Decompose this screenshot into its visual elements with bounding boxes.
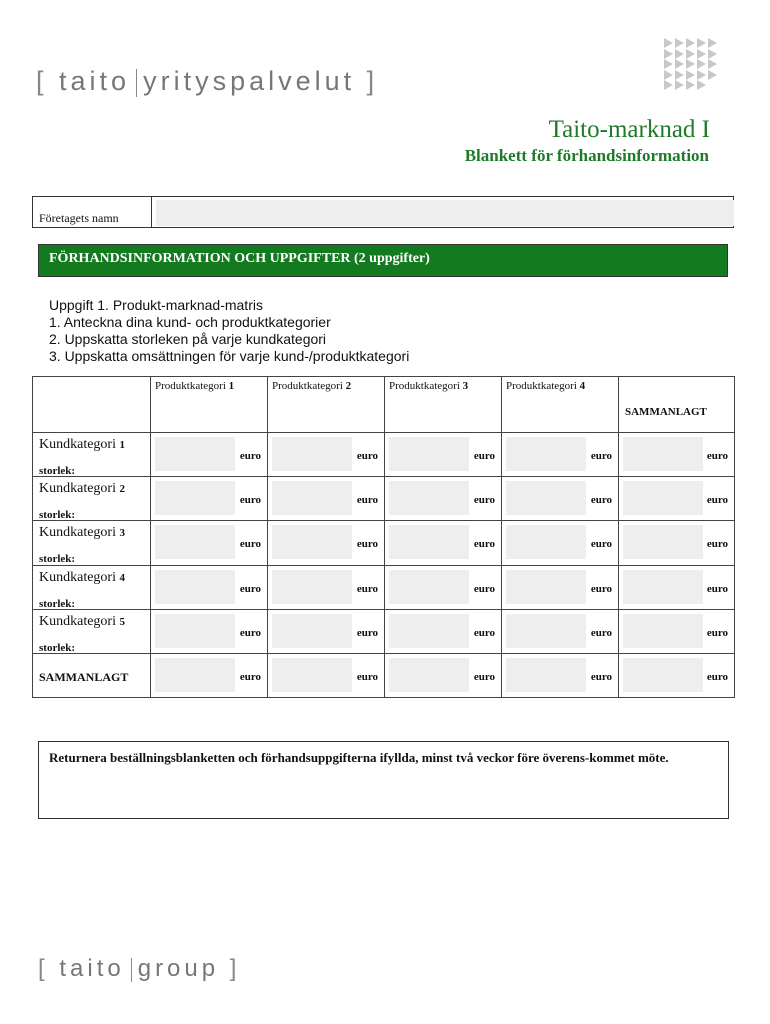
value-cell: euro — [268, 433, 385, 477]
size-label: storlek: — [39, 597, 76, 610]
value-cell: euro — [385, 521, 502, 565]
triangle-mark — [664, 59, 673, 69]
value-cell: euro — [502, 477, 619, 521]
task-step: 1. Anteckna dina kund- och produktkategorier — [49, 314, 331, 330]
value-cell: euro — [385, 565, 502, 609]
triangle-mark — [675, 59, 684, 69]
row-header: Kundkategori 1 storlek: — [33, 433, 151, 477]
matrix-header-row — [33, 377, 735, 433]
size-label: storlek: — [39, 465, 76, 478]
revenue-input[interactable] — [506, 614, 586, 648]
total-cell: euro — [619, 477, 735, 521]
logo-word-taito: taito — [59, 955, 125, 982]
value-cell: euro — [151, 565, 268, 609]
revenue-input[interactable] — [506, 525, 586, 559]
revenue-input[interactable] — [272, 525, 352, 559]
total-cell: euro — [502, 653, 619, 697]
size-label: storlek: — [39, 509, 76, 522]
total-cell: euro — [151, 653, 268, 697]
task-heading: Uppgift 1. Produkt-marknad-matris — [49, 297, 263, 313]
total-input[interactable] — [623, 525, 703, 559]
revenue-input[interactable] — [155, 525, 235, 559]
task-step: 2. Uppskatta storleken på varje kundkategori — [49, 331, 327, 347]
triangle-mark — [697, 59, 706, 69]
total-row — [33, 653, 735, 697]
page-title: Taito-marknad I — [548, 116, 710, 143]
customer-row — [33, 609, 735, 653]
customer-row — [33, 477, 735, 521]
revenue-input[interactable] — [272, 614, 352, 648]
total-cell: euro — [385, 653, 502, 697]
triangle-mark — [664, 38, 673, 48]
total-input[interactable] — [272, 658, 352, 692]
triangle-mark — [697, 38, 706, 48]
revenue-input[interactable] — [389, 437, 469, 471]
triangle-mark — [686, 38, 695, 48]
task-description — [49, 297, 409, 365]
customer-row — [33, 433, 735, 477]
matrix-corner-cell — [33, 377, 151, 433]
company-name-label: Företagets namn — [39, 211, 119, 225]
section-header — [38, 244, 728, 277]
triangle-mark — [708, 70, 717, 80]
logo-word-taito: taito — [59, 66, 131, 96]
triangle-mark — [708, 59, 717, 69]
revenue-input[interactable] — [389, 570, 469, 604]
triangle-mark — [686, 80, 695, 90]
value-cell: euro — [268, 609, 385, 653]
total-cell: euro — [268, 653, 385, 697]
triangle-mark — [686, 59, 695, 69]
value-cell: euro — [502, 609, 619, 653]
total-input[interactable] — [623, 437, 703, 471]
revenue-input[interactable] — [506, 437, 586, 471]
taito-group-logo: [ taito group ] — [38, 955, 241, 982]
triangle-mark — [675, 49, 684, 59]
grand-total-cell: euro — [619, 653, 735, 697]
return-note: Returnera beställningsblanketten och förhandsuppgifterna ifyllda, minst två veckor före överens-kommet möte. — [49, 750, 669, 765]
revenue-input[interactable] — [155, 614, 235, 648]
revenue-input[interactable] — [272, 481, 352, 515]
value-cell: euro — [385, 477, 502, 521]
value-cell: euro — [151, 433, 268, 477]
task-step: 3. Uppskatta omsättningen för varje kund-/produktkategori — [49, 348, 410, 364]
triangle-mark — [686, 70, 695, 80]
total-cell: euro — [619, 433, 735, 477]
triangle-mark — [697, 49, 706, 59]
total-row-header: SAMMANLAGT — [33, 653, 151, 697]
value-cell: euro — [385, 609, 502, 653]
value-cell: euro — [151, 521, 268, 565]
triangle-mark — [664, 49, 673, 59]
triangle-mark — [664, 70, 673, 80]
row-header: Kundkategori 5 storlek: — [33, 609, 151, 653]
divider — [151, 197, 152, 227]
value-cell: euro — [268, 477, 385, 521]
column-header: Produktkategori 1 — [151, 377, 268, 433]
customer-row — [33, 565, 735, 609]
value-cell: euro — [151, 609, 268, 653]
value-cell: euro — [268, 521, 385, 565]
page-subtitle: Blankett för förhandsinformation — [464, 146, 709, 165]
section-title: FÖRHANDSINFORMATION OCH UPPGIFTER (2 uppgifter) — [49, 251, 430, 266]
taito-yrityspalvelut-logo: [ taito yrityspalvelut ] — [36, 66, 379, 96]
product-market-matrix — [32, 376, 735, 698]
triangle-mark — [697, 80, 706, 90]
triangle-mark — [697, 70, 706, 80]
total-input[interactable] — [623, 614, 703, 648]
total-input[interactable] — [623, 570, 703, 604]
revenue-input[interactable] — [272, 437, 352, 471]
total-input[interactable] — [389, 658, 469, 692]
company-name-row — [32, 196, 734, 228]
logo-word-group: group — [137, 955, 220, 982]
column-header: Produktkategori 2 — [268, 377, 385, 433]
revenue-input[interactable] — [272, 570, 352, 604]
revenue-input[interactable] — [506, 481, 586, 515]
triangle-mark — [675, 80, 684, 90]
triangle-mark — [675, 38, 684, 48]
revenue-input[interactable] — [389, 525, 469, 559]
value-cell: euro — [268, 565, 385, 609]
company-name-input[interactable] — [156, 200, 734, 226]
triangle-mark — [675, 70, 684, 80]
total-cell: euro — [619, 565, 735, 609]
total-cell: euro — [619, 521, 735, 565]
row-header: Kundkategori 3 storlek: — [33, 521, 151, 565]
triangle-grid-icon — [664, 38, 720, 90]
value-cell: euro — [385, 433, 502, 477]
revenue-input[interactable] — [389, 614, 469, 648]
value-cell: euro — [502, 521, 619, 565]
column-header: Produktkategori 4 — [502, 377, 619, 433]
logo-word-yrityspalvelut: yrityspalvelut — [143, 66, 356, 96]
value-cell: euro — [151, 477, 268, 521]
revenue-input[interactable] — [389, 481, 469, 515]
return-note-box — [38, 741, 729, 819]
total-column-header: SAMMANLAGT — [619, 377, 735, 433]
triangle-mark — [664, 80, 673, 90]
row-header: Kundkategori 4 storlek: — [33, 565, 151, 609]
grand-total-input[interactable] — [623, 658, 703, 692]
size-label: storlek: — [39, 553, 76, 566]
triangle-mark — [708, 49, 717, 59]
row-header: Kundkategori 2 storlek: — [33, 477, 151, 521]
triangle-mark — [686, 49, 695, 59]
revenue-input[interactable] — [506, 570, 586, 604]
triangle-mark — [708, 38, 717, 48]
column-header: Produktkategori 3 — [385, 377, 502, 433]
total-input[interactable] — [155, 658, 235, 692]
value-cell: euro — [502, 433, 619, 477]
total-cell: euro — [619, 609, 735, 653]
revenue-input[interactable] — [155, 481, 235, 515]
revenue-input[interactable] — [155, 437, 235, 471]
value-cell: euro — [502, 565, 619, 609]
revenue-input[interactable] — [155, 570, 235, 604]
size-label: storlek: — [39, 641, 76, 654]
total-input[interactable] — [623, 481, 703, 515]
customer-row — [33, 521, 735, 565]
total-input[interactable] — [506, 658, 586, 692]
